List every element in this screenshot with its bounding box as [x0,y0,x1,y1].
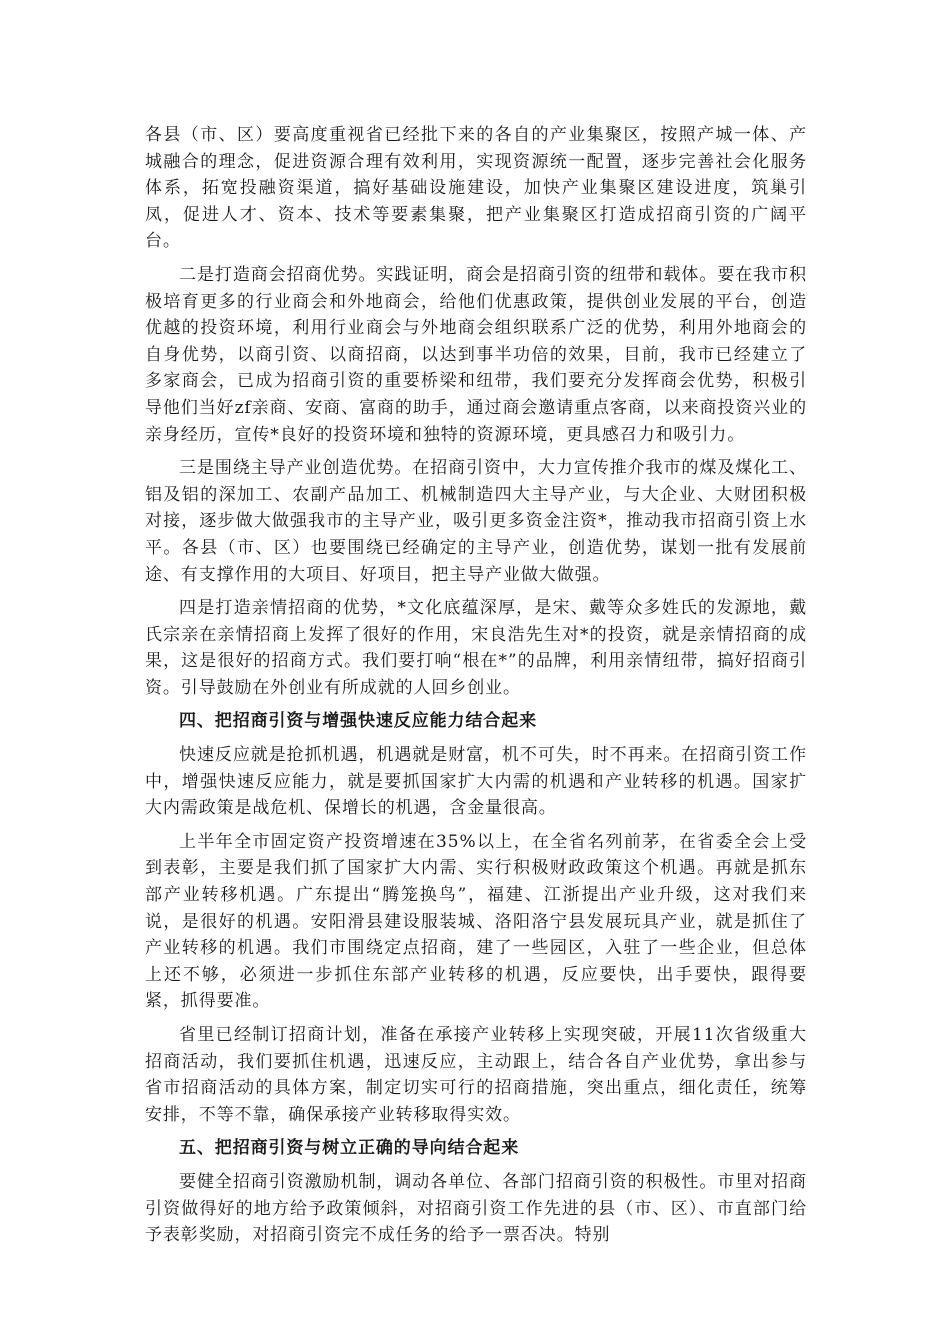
body-paragraph: 上半年全市固定资产投资增速在35%以上，在全省名列前茅，在省委全会上受到表彰，主要是我们抓了国家扩大内需、实行积极财政政策这个机遇。再就是抓东部产业转移机遇。广东提出“腾笼换鸟”，福建、江浙提出产业升级，这对我们来说，是很好的机遇。安阳滑县建设服装城、洛阳洛宁县发展玩具产业，就是抓住了产业转移的机遇。我们市围绕定点招商，建了一些园区，入驻了一些企业，但总体上还不够，必须进一步抓住东部产业转移的机遇，反应要快，出手要快，跟得要紧，抓得要准。 [145,831,807,1012]
body-paragraph: 四是打造亲情招商的优势，*文化底蕴深厚，是宋、戴等众多姓氏的发源地，戴氏宗亲在亲情招商上发挥了很好的作用，宋良浩先生对*的投资，就是亲情招商的成果，这是很好的招商方式。我们要打响“根在*”的品牌，利用亲情纽带，搞好招商引资。引导鼓励在外创业有所成就的人回乡创业。 [145,598,807,698]
section-heading: 四、把招商引资与增强快速反应能力结合起来 [179,711,537,732]
body-paragraph: 三是围绕主导产业创造优势。在招商引资中，大力宣传推介我市的煤及煤化工、铝及铝的深加工、农副产品加工、机械制造四大主导产业，与大企业、大财团积极对接，逐步做大做强我市的主导产业，吸引更多资金注资*，推动我市招商引资上水平。各县（市、区）也要围绕已经确定的主导产业，创造优势，谋划一批有发展前途、有支撑作用的大项目、好项目，把主导产业做大做强。 [145,458,807,585]
body-paragraph: 要健全招商引资激励机制，调动各单位、各部门招商引资的积极性。市里对招商引资做得好的地方给予政策倾斜，对招商引资工作先进的县（市、区）、市直部门给予表彰奖励，对招商引资完不成任务的给予一票否决。特别 [145,1171,807,1246]
document-page [145,122,807,1249]
body-paragraph: 省里已经制订招商计划，准备在承接产业转移上实现突破，开展11次省级重大招商活动，我们要抓住机遇，迅速反应，主动跟上，结合各自产业优势，拿出参与省市招商活动的具体方案，制定切实可行的招商措施，突出重点，细化责任，统筹安排，不等不靠，确保承接产业转移取得实效。 [145,1025,807,1125]
section-heading: 五、把招商引资与树立正确的导向结合起来 [179,1138,520,1159]
body-paragraph: 快速反应就是抢抓机遇，机遇就是财富，机不可失，时不再来。在招商引资工作中，增强快速反应能力，就是要抓国家扩大内需的机遇和产业转移的机遇。国家扩大内需政策是战危机、保增长的机遇，含金量很高。 [145,745,807,819]
body-paragraph: 二是打造商会招商优势。实践证明，商会是招商引资的纽带和载体。要在我市积极培育更多的行业商会和外地商会，给他们优惠政策，提供创业发展的平台，创造优越的投资环境，利用行业商会与外地商会组织联系广泛的优势，利用外地商会的自身优势，以商引资、以商招商，以达到事半功倍的效果，目前，我市已经建立了多家商会，已成为招商引资的重要桥梁和纽带，我们要充分发挥商会优势，积极引导他们当好zf亲商、安商、富商的助手，通过商会邀请重点客商，以来商投资兴业的亲身经历，宣传*良好的投资环境和独特的资源环境，更具感召力和吸引力。 [145,264,807,445]
body-paragraph: 各县（市、区）要高度重视省已经批下来的各自的产业集聚区，按照产城一体、产城融合的理念，促进资源合理有效利用，实现资源统一配置，逐步完善社会化服务体系，拓宽投融资渠道，搞好基础设施建设，加快产业集聚区建设进度，筑巢引凤，促进人才、资本、技术等要素集聚，把产业集聚区打造成招商引资的广阔平台。 [145,125,807,252]
